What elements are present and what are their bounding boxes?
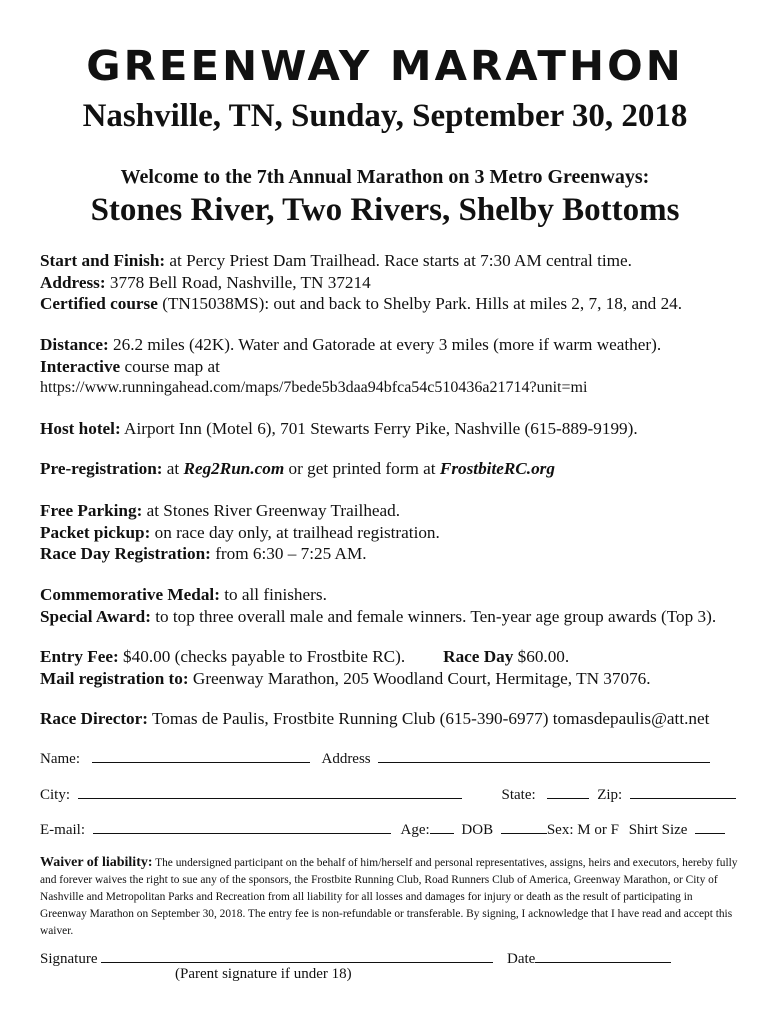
packet-pickup-line: Packet pickup: on race day only, at trailhead registration. (40, 522, 440, 542)
signature-label: Signature (40, 951, 98, 967)
shirt-size-label: Shirt Size (628, 822, 688, 838)
shirt-size-field[interactable] (695, 819, 725, 834)
frostbite-link[interactable]: FrostbiteRC.org (439, 459, 555, 478)
age-field[interactable] (430, 819, 454, 834)
waiver-of-liability (40, 854, 740, 940)
certified-course-line: Certified course (TN15038MS): out and back to Shelby Park. Hills at miles 2, 7, 18, and 24. (40, 294, 683, 313)
signature-field[interactable] (101, 948, 493, 963)
director-block (40, 708, 750, 730)
date-field[interactable] (535, 948, 671, 963)
fees-block (40, 646, 750, 689)
host-hotel-line: Host hotel: Airport Inn (Motel 6), 701 Stewarts Ferry Pike, Nashville (615-889-9199). (40, 419, 638, 438)
reg2run-link[interactable]: Reg2Run.com (183, 459, 285, 478)
parking-line: Free Parking: at Stones River Greenway Trailhead. (40, 501, 401, 520)
start-finish-line: Start and Finish: at Percy Priest Dam Trailhead. Race starts at 7:30 AM central time. (40, 251, 632, 270)
greenways-heading: Stones River, Two Rivers, Shelby Bottoms (90, 192, 680, 228)
medal-line: Commemorative Medal: to all finishers. (40, 585, 327, 604)
course-info-block (40, 250, 750, 315)
city-label: City: (40, 787, 71, 803)
distance-block (40, 334, 750, 399)
distance-line: Distance: 26.2 miles (42K). Water and Gatorade at every 3 miles (more if warm weather). (40, 335, 662, 354)
name-field[interactable] (92, 748, 310, 763)
email-field[interactable] (93, 819, 391, 834)
zip-field[interactable] (630, 784, 736, 799)
entry-fee-line: Entry Fee: $40.00 (checks payable to Frostbite RC). Race Day $60.00. (40, 647, 570, 666)
special-award-line: Special Award: to top three overall male and female winners. Ten-year age group awards (Top 3). (40, 606, 717, 626)
zip-label: Zip: (597, 787, 623, 803)
interactive-map-line: Interactive course map at (40, 356, 220, 376)
dob-label: DOB (461, 822, 494, 838)
waiver-heading: Waiver of liability: (40, 855, 153, 870)
logistics-block (40, 500, 750, 565)
date-label: Date (507, 951, 536, 967)
event-date-location: Nashville, TN, Sunday, September 30, 2018 (82, 98, 688, 134)
waiver-text: The undersigned participant on the behalf of him/herself and personal representatives, assigns, heirs and executors, hereby fully and forever waives the right to sue any of the sponsors, the Frostbite Running Club, Road Runners Club of America, Greenway Marathon, or City of Nashville and Metropolitan Parks and Recreation from all liability for all losses and damages for injury or death as the result of participating in Greenway Marathon on September 30, 2018. The entry fee is non-refundable or transferable. By signing, I acknowledge that I have read and accept this waiver. (40, 857, 738, 937)
preregistration-block (40, 458, 750, 480)
address-line: Address: 3778 Bell Road, Nashville, TN 37214 (40, 272, 371, 292)
name-address-row (40, 748, 740, 768)
parent-signature-note: (Parent signature if under 18) (175, 966, 352, 982)
state-field[interactable] (547, 784, 589, 799)
city-state-zip-row (40, 784, 740, 804)
address-label: Address (321, 751, 371, 767)
city-field[interactable] (78, 784, 462, 799)
dob-field[interactable] (501, 819, 547, 834)
race-director-line: Race Director: Tomas de Paulis, Frostbite Running Club (615-390-6977) tomasdepaulis@att.net (40, 709, 710, 728)
awards-block (40, 584, 750, 627)
name-label: Name: (40, 751, 80, 767)
course-map-url[interactable]: https://www.runningahead.com/maps/7bede5b3daa94bfca54c510436a21714?unit=mi (40, 379, 588, 396)
preregistration-line: Pre-registration: at Reg2Run.com or get printed form at FrostbiteRC.org (40, 459, 555, 478)
sex-label: Sex: M or F (546, 822, 619, 838)
hotel-block (40, 418, 750, 440)
page-title: GREENWAY MARATHON (86, 42, 684, 90)
race-day-registration-line: Race Day Registration: from 6:30 – 7:25 AM. (40, 544, 367, 563)
email-age-row (40, 819, 740, 839)
email-label: E-mail: (40, 822, 85, 838)
age-label: Age: (400, 822, 430, 838)
address-field[interactable] (378, 748, 710, 763)
mail-registration-line: Mail registration to: Greenway Marathon, 205 Woodland Court, Hermitage, TN 37076. (40, 668, 651, 688)
signature-row (40, 948, 740, 968)
welcome-line: Welcome to the 7th Annual Marathon on 3 Metro Greenways: (120, 166, 650, 188)
state-label: State: (501, 787, 536, 803)
